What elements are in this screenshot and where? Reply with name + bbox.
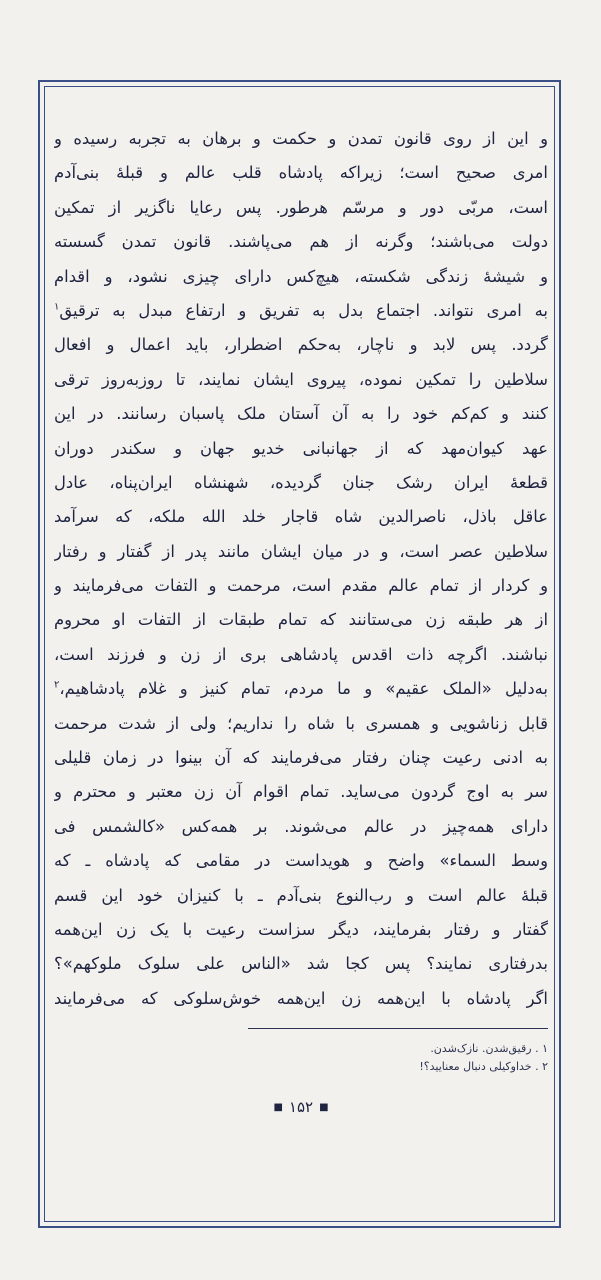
text-line: اگر پادشاه با این‌همه زن این‌همه خوش‌سلوکی که می‌فرمایند (54, 988, 548, 1008)
text-line: گردد. پس لابد و ناچار، به‌حکم اضطرار، باید اعمال و افعال (54, 335, 548, 355)
book-page (54, 122, 548, 1212)
text-line: و شیشهٔ زندگی شکسته، هیچ‌کس دارای چیزی نشود، و اقدام (54, 266, 548, 286)
text-line-content: به‌دلیل «الملک عقیم» و ما مردم، تمام کنیز و غلام پادشاهیم، (59, 679, 548, 699)
text-line: سلاطین را تمکین نموده، پیروی ایشان نمایند، تا روزبه‌روز ترقی (54, 369, 548, 389)
text-line: قبلهٔ عالم است و رب‌النوع بنی‌آدم ـ با کنیزان خود این قسم (54, 885, 548, 905)
footnote-mark-2: ۲ (54, 679, 60, 691)
text-line: دولت می‌باشند؛ وگرنه از هم می‌پاشند. قانون تمدن گسسته (54, 232, 548, 252)
page-number-ornament-right: ■ (319, 1102, 329, 1113)
footnotes (54, 1040, 548, 1076)
page-number-ornament-left: ■ (273, 1102, 283, 1113)
text-line-content: به امری نتواند. اجتماع بدل به تفریق و ارتفاع مبدل به ترقیق (59, 300, 548, 320)
text-line: نباشند. اگرچه ذات اقدس پادشاهی بری از زن و فرزند است، (54, 644, 548, 664)
footnote-2: ۲ . خداوکیلی دنبال معنایید؟! (419, 1060, 548, 1073)
text-line: وسط السماء» واضح و هویداست در مقامی که پادشاه ـ که (54, 851, 548, 871)
text-line: عهد کیوان‌مهد که از جهانبانی خدیو جهان و سکندر دوران (54, 438, 548, 458)
text-line: سلاطین عصر است، و در میان ایشان مانند پدر از گفتار و رفتار (54, 541, 548, 561)
footnote-mark-1: ۱ (54, 301, 60, 313)
page-number (54, 1098, 548, 1116)
text-line: امری صحیح است؛ زیراکه پادشاه قلب عالم و قبلهٔ بنی‌آدم (54, 163, 548, 183)
text-line: به ادنی رعیت چنان رفتار می‌فرمایند که آن بینوا در زمان قلیلی (54, 748, 548, 768)
text-line: گفتار و رفتار بفرمایند، دیگر سزاست رعیت با یک زن این‌همه (54, 919, 548, 939)
text-line: کنند و کم‌کم خود را به آن آستان ملک پاسبان رسانند. در این (54, 404, 548, 424)
text-line: سر به اوج گردون می‌ساید. تمام اقوام آن زن معتبر و محترم و (54, 782, 548, 802)
text-line: دارای همه‌چیز در عالم می‌شوند. بر همه‌کس «کالشمس فی (54, 816, 548, 836)
text-line: و این از روی قانون تمدن و حکمت و برهان به تجربه رسیده و (54, 129, 548, 148)
page-number-value: ۱۵۲ (288, 1098, 314, 1116)
text-line: بدرفتاری نمایند؟ پس کجا شد «الناس علی سلوک ملوکهم»؟ (54, 954, 548, 974)
text-line-with-footnote (54, 294, 548, 328)
footnote-divider (248, 1028, 548, 1029)
text-line: قابل زناشویی و همسری با شاه را نداریم؛ ولی از شدت مرحمت (54, 713, 548, 733)
text-line: است، مربّی دور و مرسّم هرطور. پس رعایا ناگزیر از تمکین (54, 197, 548, 217)
text-line: قطعهٔ ایران رشک جنان گردیده، شهنشاه ایران‌پناه، عادل (54, 472, 548, 492)
text-line: از هر طبقه زن می‌ستانند که تمام طبقات از التفات او محروم (54, 610, 548, 630)
text-line: عاقل باذل، ناصرالدین شاه قاجار خلد الله ملکه، که سرآمد (54, 507, 548, 527)
text-line-with-footnote (54, 672, 548, 706)
body-text (54, 122, 548, 1016)
text-line: و کردار از تمام عالم مقدم است، مرحمت و التفات می‌فرمایند و (54, 576, 548, 596)
footnote-1: ۱ . رقیق‌شدن. نازک‌شدن. (430, 1042, 548, 1055)
